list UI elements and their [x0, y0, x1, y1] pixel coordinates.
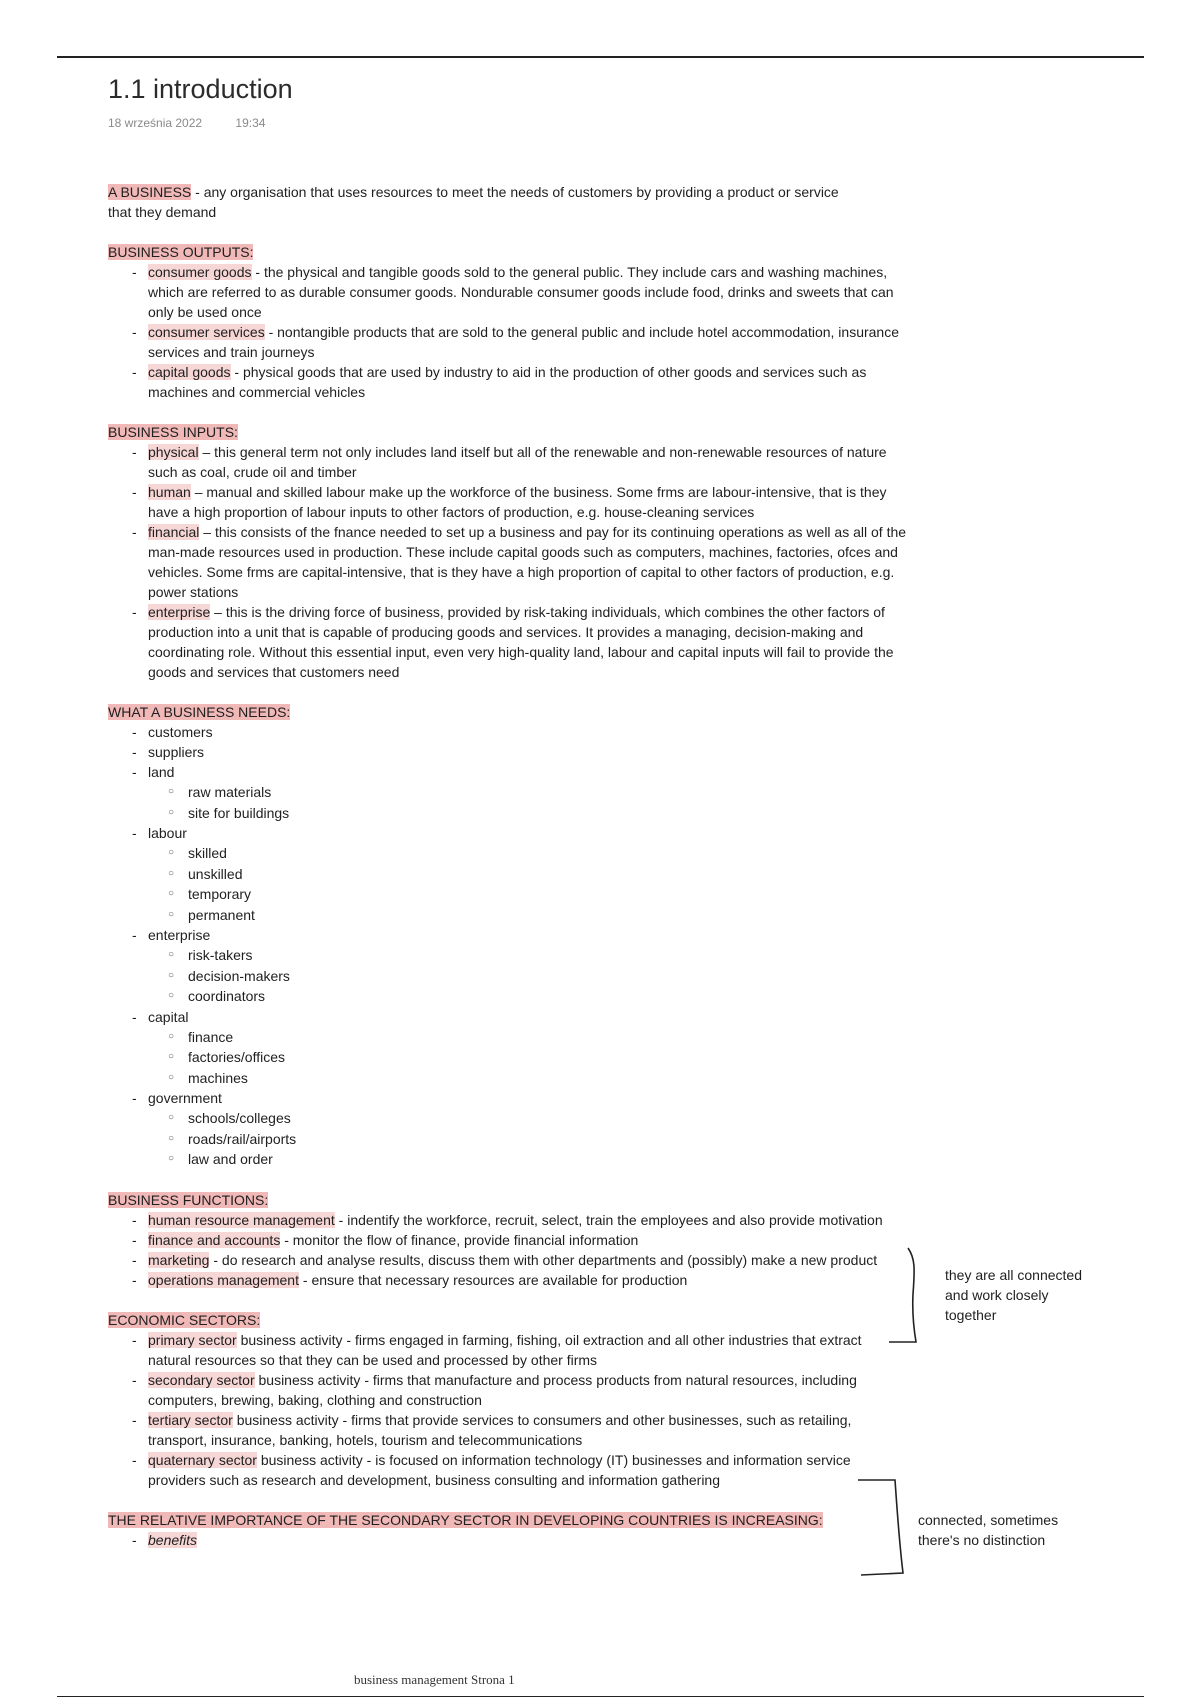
item-term: finance and accounts	[148, 1231, 281, 1248]
section-needs	[108, 702, 908, 1170]
item-term: capital goods	[148, 364, 231, 380]
item-term: consumer goods	[148, 264, 252, 280]
list-item	[108, 823, 908, 925]
item-term: operations management	[148, 1271, 299, 1288]
sub-list-item: ○ site for buildings	[148, 803, 908, 824]
page-time: 19:34	[235, 116, 266, 130]
sub-list-item: ○ permanent	[148, 905, 908, 926]
sub-list-item: ○ coordinators	[148, 986, 908, 1007]
page-footer: business management Strona 1	[354, 1672, 515, 1687]
sub-list-item: ○ unskilled	[148, 864, 908, 885]
sub-list-item: ○ roads/rail/airports	[148, 1129, 908, 1150]
section-heading: WHAT A BUSINESS NEEDS:	[108, 704, 291, 720]
item-term: consumer services	[148, 324, 265, 340]
list-item	[108, 602, 908, 682]
item-text: – manual and skilled labour make up the workforce of the business. Some frms are labour-intensive, that is they have a high proportion of labour inputs to other factors of production, e.g. house-cleaning services	[148, 484, 887, 520]
functions-brace	[888, 1248, 928, 1344]
section-heading: BUSINESS FUNCTIONS:	[108, 1191, 269, 1208]
sub-list-item: ○ skilled	[148, 843, 908, 864]
section-relative-importance	[108, 1510, 908, 1550]
item-label: benefits	[148, 1531, 198, 1548]
page-date: 18 września 2022	[108, 116, 203, 130]
item-text: – this general term not only includes land itself but all of the renewable and non-renewable resources of nature such as coal, crude oil and timber	[148, 444, 887, 480]
bottom-rule	[57, 1696, 1144, 1697]
list-item	[108, 1330, 908, 1370]
item-text: - ensure that necessary resources are available for production	[299, 1271, 688, 1288]
list-item: - suppliers	[108, 742, 908, 762]
item-term: human resource management	[148, 1211, 335, 1228]
item-term: primary sector	[148, 1331, 237, 1348]
item-term: enterprise	[148, 604, 211, 620]
section-heading: BUSINESS OUTPUTS:	[108, 244, 254, 260]
list-item	[108, 442, 908, 482]
sub-list-item: ○ finance	[148, 1027, 908, 1048]
section-heading: BUSINESS INPUTS:	[108, 424, 238, 440]
item-text: - nontangible products that are sold to the general public and include hotel accommodation, insurance services and train journeys	[148, 324, 899, 360]
page-meta	[108, 116, 295, 130]
sub-list-item: ○ schools/colleges	[148, 1108, 908, 1129]
section-sectors	[108, 1310, 908, 1490]
item-text: business activity - firms that provide services to consumers and other businesses, such as retailing, transport, insurance, banking, hotels, tourism and telecommunications	[148, 1411, 852, 1448]
item-term: tertiary sector	[148, 1411, 233, 1428]
sub-list-item: ○ raw materials	[148, 782, 908, 803]
list-item	[108, 1088, 908, 1170]
list-item: - customers	[108, 722, 908, 742]
functions-note: they are all connected and work closely together	[945, 1267, 1082, 1323]
top-rule	[57, 56, 1144, 58]
item-term: secondary sector	[148, 1371, 255, 1388]
section-functions	[108, 1190, 908, 1290]
list-item	[108, 262, 908, 322]
item-text: – this consists of the fnance needed to set up a business and pay for its continuing operations as well as all of the man-made resources used in production. These include capital goods such as computers, machines, factories, ofces and vehicles. Some frms are capital-intensive, that is they have a high proportion of capital to other factors of production, e.g. power stations	[148, 524, 907, 600]
item-label: enterprise	[148, 927, 211, 943]
list-item	[108, 522, 908, 602]
item-term: quaternary sector	[148, 1451, 257, 1468]
list-item	[108, 1410, 908, 1450]
sub-list-item: ○ risk-takers	[148, 945, 908, 966]
list-item	[108, 1250, 908, 1270]
list-item	[108, 1450, 908, 1490]
sub-list-item: ○ machines	[148, 1068, 908, 1089]
list-item	[108, 762, 908, 823]
section-outputs	[108, 242, 908, 402]
sub-list-item: ○ decision-makers	[148, 966, 908, 987]
section-inputs	[108, 422, 908, 682]
definition-term: A BUSINESS	[108, 184, 192, 200]
list-item	[108, 1230, 908, 1250]
item-label: labour	[148, 825, 187, 841]
item-text: business activity - firms that manufacture and process products from natural resources, including computers, brewing, baking, clothing and construction	[148, 1371, 857, 1408]
section-heading: ECONOMIC SECTORS:	[108, 1311, 261, 1328]
note-content	[108, 182, 908, 1570]
sub-list-item: ○ temporary	[148, 884, 908, 905]
page-title: 1.1 introduction	[108, 74, 293, 104]
list-item	[108, 1210, 908, 1230]
definition-text: - any organisation that uses resources to meet the needs of customers by providing a product or service that they demand	[108, 184, 839, 220]
item-term: marketing	[148, 1251, 210, 1268]
sub-list-item: ○ factories/offices	[148, 1047, 908, 1068]
item-term: financial	[148, 524, 200, 540]
sectors-brace	[857, 1478, 907, 1578]
sectors-note: connected, sometimes there's no distinction	[918, 1512, 1059, 1548]
item-text: - the physical and tangible goods sold to the general public. They include cars and washing machines, which are referred to as durable consumer goods. Nondurable consumer goods include food, drinks and sweets that can only be used once	[148, 264, 894, 320]
list-item	[108, 1370, 908, 1410]
list-item	[108, 1530, 908, 1550]
item-term: physical	[148, 444, 199, 460]
item-label: government	[148, 1090, 222, 1106]
item-text: - indentify the workforce, recruit, select, train the employees and also provide motivation	[334, 1211, 883, 1228]
item-text: - do research and analyse results, discuss them with other departments and (possibly) make a new product	[209, 1251, 878, 1268]
item-text: business activity - is focused on information technology (IT) businesses and information service providers such as research and development, business consulting and information gathering	[148, 1451, 851, 1488]
list-item	[108, 322, 908, 362]
list-item	[108, 362, 908, 402]
item-label: capital	[148, 1008, 189, 1025]
item-term: human	[148, 484, 191, 500]
list-item	[108, 1007, 908, 1089]
list-item	[108, 1270, 908, 1290]
sub-list-item: ○ law and order	[148, 1149, 908, 1170]
item-text: - physical goods that are used by industry to aid in the production of other goods and services such as machines and commercial vehicles	[148, 364, 867, 400]
item-text: – this is the driving force of business, provided by risk-taking individuals, which combines the other factors of production into a unit that is capable of producing goods and services. It provides a managing, decision-making and coordinating role. Without this essential input, even very high-quality land, labour and capital inputs will fail to provide the goods and services that customers need	[148, 604, 894, 680]
item-label: land	[148, 764, 175, 780]
list-item	[108, 482, 908, 522]
definition-paragraph	[108, 182, 848, 222]
list-item	[108, 925, 908, 1007]
item-text: business activity - firms engaged in farming, fishing, oil extraction and all other industries that extract natural resources so that they can be used and processed by other firms	[148, 1331, 862, 1368]
item-text: - monitor the flow of finance, provide financial information	[280, 1231, 639, 1248]
section-heading: THE RELATIVE IMPORTANCE OF THE SECONDARY SECTOR IN DEVELOPING COUNTRIES IS INCREASING:	[108, 1511, 823, 1528]
